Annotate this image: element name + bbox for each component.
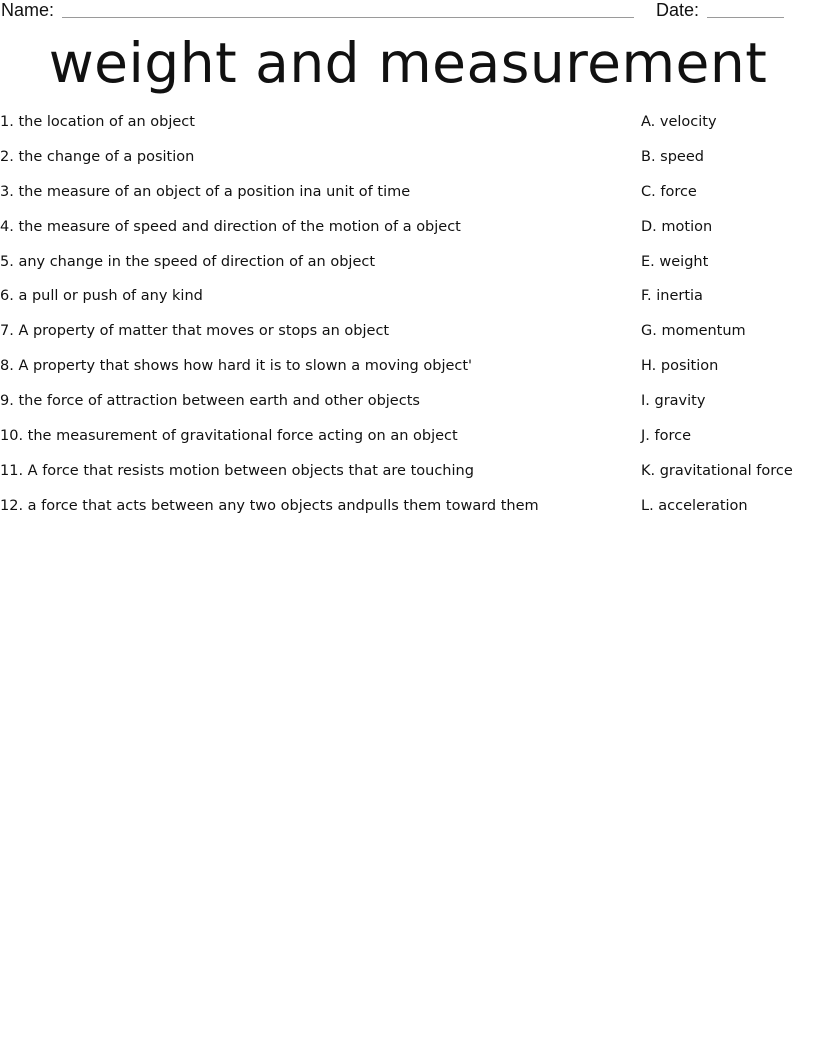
question-item: 8. A property that shows how hard it is to slown a moving object' <box>0 358 473 375</box>
answer-item: J. force <box>641 428 692 445</box>
question-item: 11. A force that resists motion between objects that are touching <box>0 462 474 479</box>
question-item: 1. the location of an object <box>0 114 195 130</box>
question-item: 3. the measure of an object of a position ina unit of time <box>0 183 411 200</box>
date-label: Date: <box>656 0 700 20</box>
answer-item: L. acceleration <box>641 497 748 514</box>
date-field[interactable] <box>707 17 784 18</box>
question-item: 4. the measure of speed and direction of the motion of a object <box>0 218 461 235</box>
answer-item: G. momentum <box>641 323 746 340</box>
answer-item: D. motion <box>641 218 713 235</box>
page-title: weight and measurement <box>48 31 768 95</box>
answer-item: F. inertia <box>641 288 703 305</box>
question-item: 6. a pull or push of any kind <box>0 288 203 305</box>
question-item: 7. A property of matter that moves or stops an object <box>0 323 390 340</box>
name-label: Name: <box>1 0 55 20</box>
answer-item: C. force <box>641 183 697 200</box>
question-item: 2. the change of a position <box>0 148 195 165</box>
question-list <box>0 112 620 531</box>
answer-item: B. speed <box>641 148 704 165</box>
answer-item: H. position <box>641 358 719 375</box>
question-item: 5. any change in the speed of direction of an object <box>0 253 376 270</box>
answer-item: A. velocity <box>641 114 717 130</box>
question-item: 9. the force of attraction between earth and other objects <box>0 393 420 410</box>
answer-list <box>641 112 816 531</box>
answer-item: I. gravity <box>641 393 706 410</box>
name-field[interactable] <box>62 17 634 18</box>
question-item: 10. the measurement of gravitational force acting on an object <box>0 428 458 445</box>
worksheet-header <box>0 0 816 24</box>
answer-item: K. gravitational force <box>641 462 793 479</box>
answer-item: E. weight <box>641 253 709 270</box>
question-item: 12. a force that acts between any two objects andpulls them toward them <box>0 497 539 514</box>
